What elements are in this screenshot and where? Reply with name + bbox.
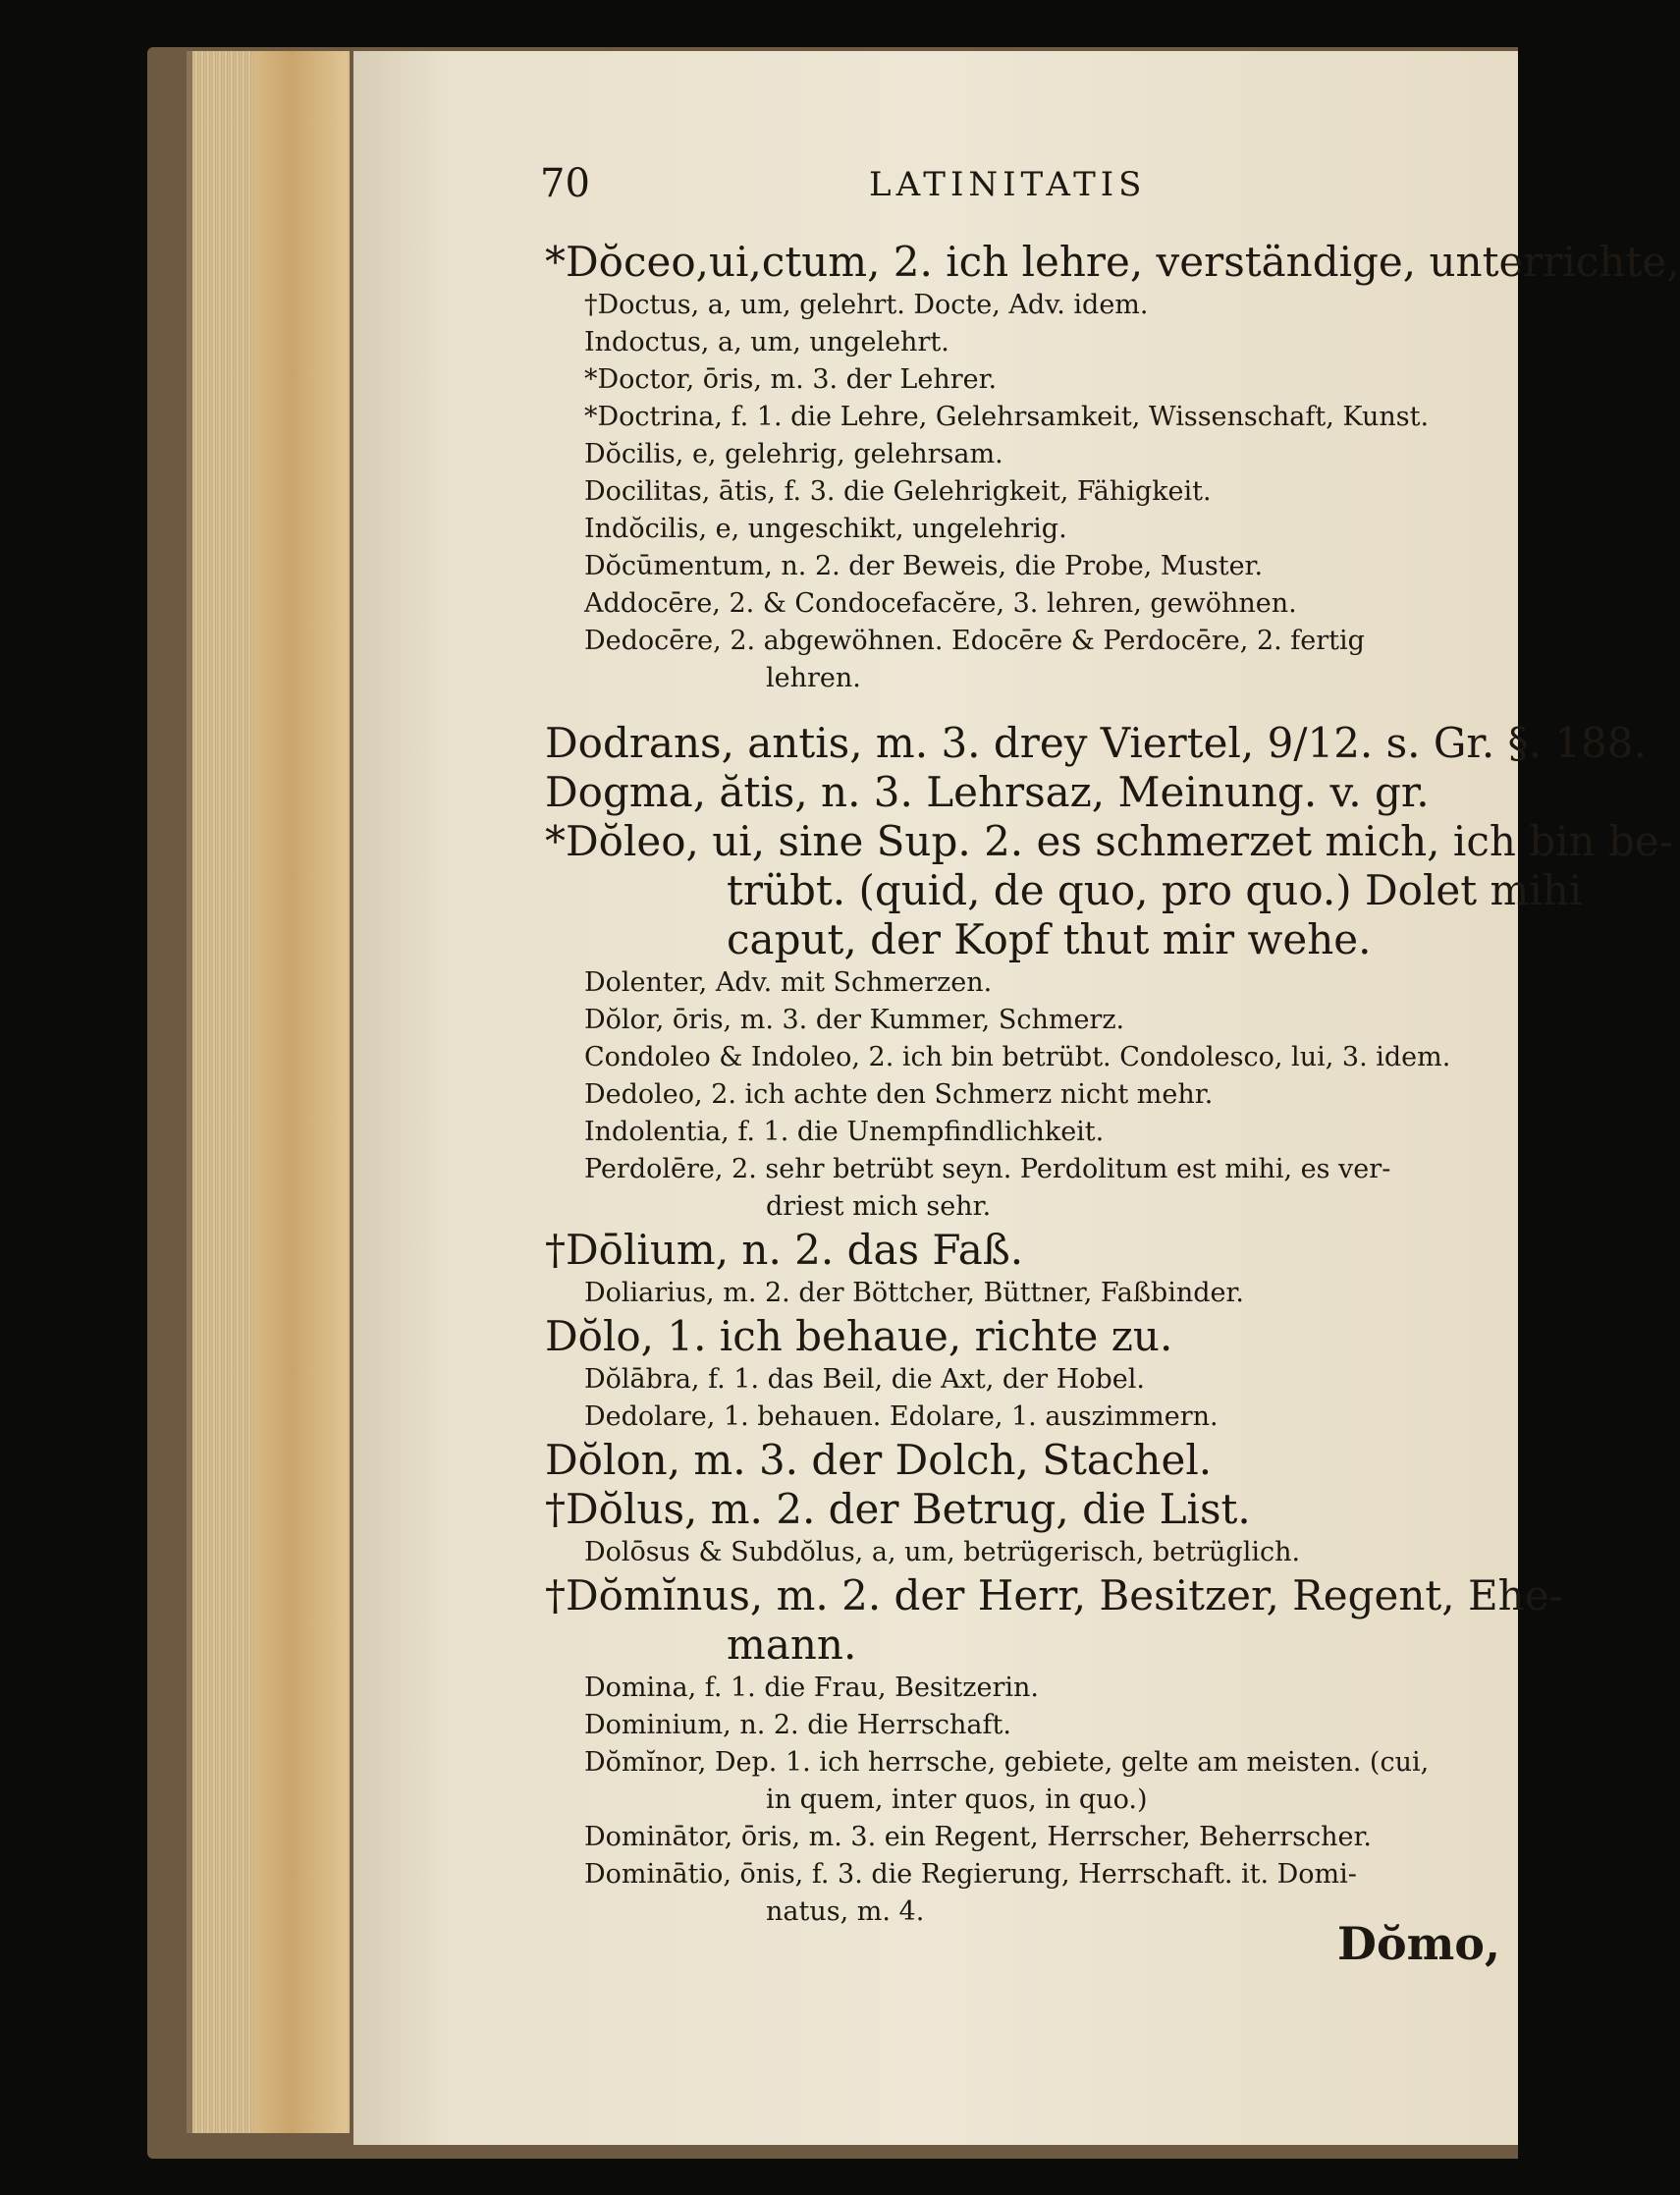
main-entry bbox=[545, 768, 1488, 817]
entry-text: Dŏlo, 1. ich behaue, richte zu. bbox=[545, 1312, 1173, 1360]
sub-entry bbox=[545, 436, 1488, 473]
entry-continuation: caput, der Kopf thut mir wehe. bbox=[727, 915, 1372, 963]
entry-gap bbox=[545, 697, 1488, 719]
entry-text: *Doctor, ōris, m. 3. der Lehrer. bbox=[584, 364, 998, 395]
sub-entry bbox=[545, 511, 1488, 548]
book-page bbox=[353, 51, 1680, 2145]
main-entry bbox=[545, 1312, 1488, 1361]
entry-text: Dogma, ătis, n. 3. Lehrsaz, Meinung. v. gr. bbox=[545, 768, 1430, 816]
entry-text: Indŏcilis, e, ungeschikt, ungelehrig. bbox=[584, 514, 1067, 544]
entry-text: Docilitas, ātis, f. 3. die Gelehrigkeit, Fähigkeit. bbox=[584, 476, 1212, 507]
main-entry bbox=[545, 1485, 1488, 1534]
entry-continuation: in quem, inter quos, in quo.) bbox=[766, 1784, 1148, 1815]
entry-continuation: trübt. (quid, de quo, pro quo.) Dolet mihi bbox=[727, 866, 1583, 914]
sub-entry bbox=[545, 361, 1488, 399]
entry-text: Dedolare, 1. behauen. Edolare, 1. auszimmern. bbox=[584, 1401, 1219, 1432]
entry-continuation: natus, m. 4. bbox=[766, 1896, 925, 1927]
page-header bbox=[353, 161, 1518, 220]
entry-text: Dŏmĭnor, Dep. 1. ich herrsche, gebiete, gelte am meisten. (cui, bbox=[584, 1747, 1430, 1778]
entry-text: Dolenter, Adv. mit Schmerzen. bbox=[584, 967, 993, 998]
sub-entry bbox=[545, 1275, 1488, 1312]
entry-continuation: mann. bbox=[727, 1620, 857, 1669]
entry-text: Dŏcūmentum, n. 2. der Beweis, die Probe, Muster. bbox=[584, 551, 1264, 581]
main-entry bbox=[545, 1571, 1563, 1670]
entry-text: Dedoleo, 2. ich achte den Schmerz nicht mehr. bbox=[584, 1079, 1214, 1110]
dictionary-entries bbox=[545, 238, 1680, 1931]
entry-text: Indoctus, a, um, ungelehrt. bbox=[584, 327, 949, 357]
sub-entry bbox=[545, 473, 1488, 511]
sub-entry bbox=[545, 585, 1488, 623]
main-entry bbox=[545, 719, 1647, 768]
sub-entry bbox=[545, 1076, 1488, 1114]
entry-text: Dolōsus & Subdŏlus, a, um, betrügerisch, betrüglich. bbox=[584, 1537, 1301, 1567]
sub-entry bbox=[545, 287, 1488, 324]
sub-entry bbox=[545, 1399, 1488, 1436]
entry-continuation: lehren. bbox=[766, 663, 861, 693]
sub-entry bbox=[545, 324, 1488, 361]
entry-text: Dŏlor, ōris, m. 3. der Kummer, Schmerz. bbox=[584, 1005, 1125, 1035]
sub-entry bbox=[545, 1361, 1488, 1399]
sub-entry bbox=[545, 1819, 1488, 1856]
entry-text: *Doctrina, f. 1. die Lehre, Gelehrsamkeit, Wissenschaft, Kunst. bbox=[584, 402, 1430, 432]
entry-continuation: driest mich sehr. bbox=[766, 1191, 992, 1222]
entry-text: Dŏlon, m. 3. der Dolch, Stachel. bbox=[545, 1436, 1213, 1484]
entry-text: Doliarius, m. 2. der Böttcher, Büttner, Faßbinder. bbox=[584, 1278, 1245, 1308]
entry-text: †Dōlium, n. 2. das Faß. bbox=[545, 1226, 1024, 1274]
entry-text: †Dŏmĭnus, m. 2. der Herr, Besitzer, Regent, Ehe- bbox=[545, 1571, 1563, 1619]
sub-entry bbox=[545, 1707, 1488, 1744]
page-edge-band bbox=[253, 51, 348, 2133]
entry-text: Addocēre, 2. & Condocefacĕre, 3. lehren, gewöhnen. bbox=[584, 588, 1297, 619]
main-entry bbox=[545, 817, 1673, 964]
main-entry bbox=[545, 1436, 1488, 1485]
sub-entry bbox=[545, 623, 1488, 697]
sub-entry bbox=[545, 1670, 1488, 1707]
entry-text: Condoleo & Indoleo, 2. ich bin betrübt. Condolesco, lui, 3. idem. bbox=[584, 1042, 1451, 1072]
entry-text: Dominium, n. 2. die Herrschaft. bbox=[584, 1710, 1011, 1740]
sub-entry bbox=[545, 964, 1488, 1002]
page-number: 70 bbox=[540, 161, 590, 206]
sub-entry bbox=[545, 1744, 1488, 1819]
main-entry bbox=[545, 238, 1680, 287]
catchword: Dŏmo, bbox=[1337, 1917, 1500, 1970]
running-head: LATINITATIS bbox=[869, 165, 1147, 204]
sub-entry bbox=[545, 1039, 1488, 1076]
entry-text: †Doctus, a, um, gelehrt. Docte, Adv. idem. bbox=[584, 290, 1149, 320]
entry-text: Indolentia, f. 1. die Unempfindlichkeit. bbox=[584, 1117, 1105, 1147]
sub-entry bbox=[545, 1151, 1488, 1226]
entry-text: Dodrans, antis, m. 3. drey Viertel, 9/12. s. Gr. §. 188. bbox=[545, 719, 1647, 767]
entry-text: Perdolēre, 2. sehr betrübt seyn. Perdolitum est mihi, es ver- bbox=[584, 1154, 1391, 1184]
entry-text: *Dŏceo,ui,ctum, 2. ich lehre, verständige, unterrichte, bbox=[545, 238, 1680, 286]
entry-text: Dŏcilis, e, gelehrig, gelehrsam. bbox=[584, 439, 1003, 469]
entry-text: Domina, f. 1. die Frau, Besitzerin. bbox=[584, 1673, 1039, 1703]
entry-text: Dedocēre, 2. abgewöhnen. Edocēre & Perdocēre, 2. fertig bbox=[584, 626, 1365, 656]
sub-entry bbox=[545, 548, 1488, 585]
sub-entry bbox=[545, 1534, 1488, 1571]
main-entry bbox=[545, 1226, 1488, 1275]
entry-text: *Dŏleo, ui, sine Sup. 2. es schmerzet mich, ich bin be- bbox=[545, 817, 1673, 865]
entry-text: †Dŏlus, m. 2. der Betrug, die List. bbox=[545, 1485, 1251, 1533]
sub-entry bbox=[545, 399, 1488, 436]
entry-text: Dominātio, ōnis, f. 3. die Regierung, Herrschaft. it. Domi- bbox=[584, 1859, 1357, 1890]
sub-entry bbox=[545, 1114, 1488, 1151]
entry-text: Dŏlābra, f. 1. das Beil, die Axt, der Hobel. bbox=[584, 1364, 1145, 1395]
sub-entry bbox=[545, 1002, 1488, 1039]
entry-text: Dominātor, ōris, m. 3. ein Regent, Herrscher, Beherrscher. bbox=[584, 1822, 1372, 1852]
